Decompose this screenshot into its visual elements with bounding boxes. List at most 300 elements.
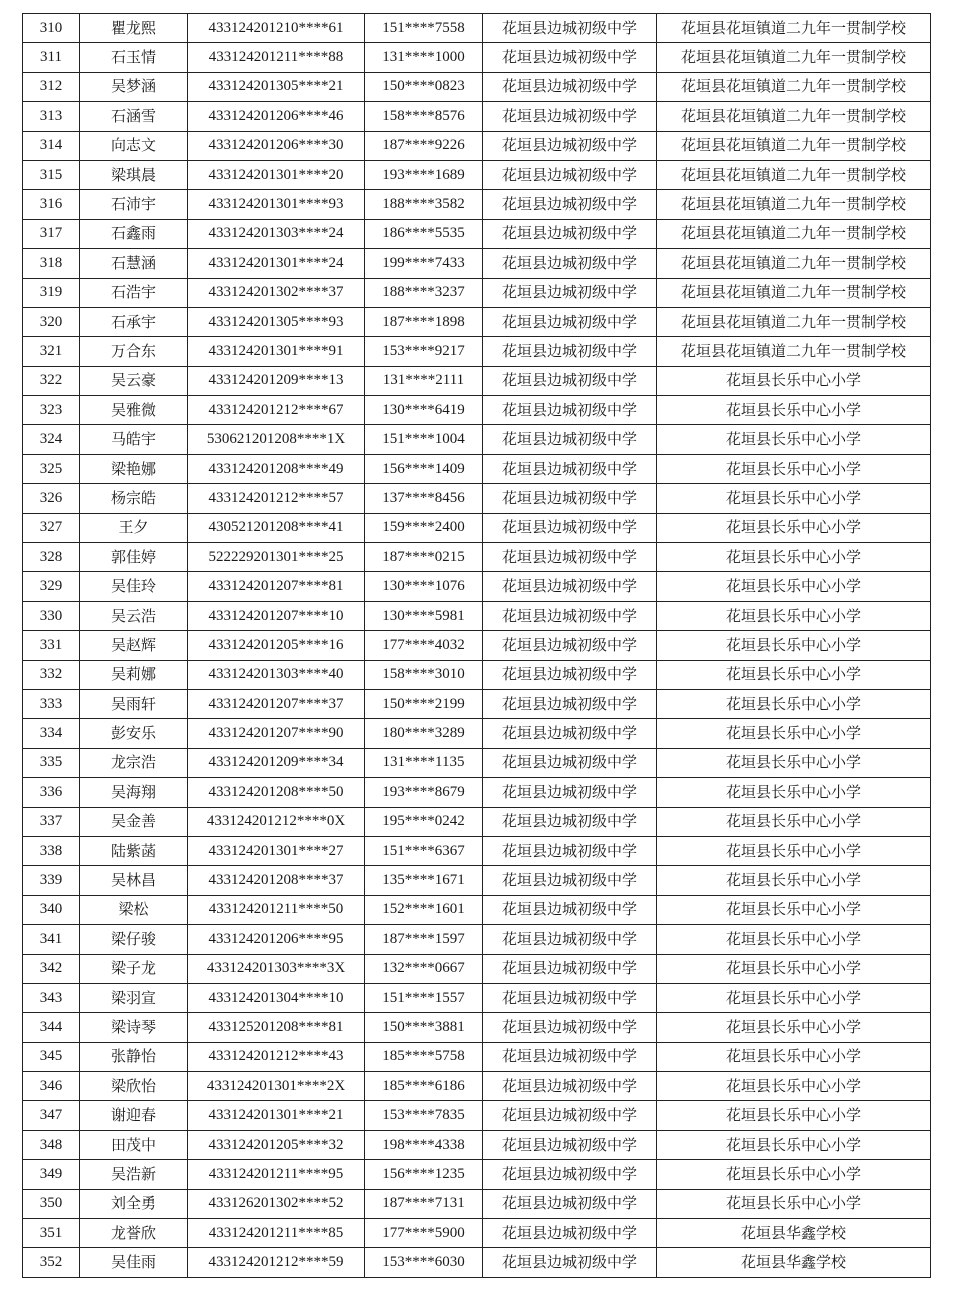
admitted-middle-school-cell: 花垣县边城初级中学	[483, 748, 657, 777]
graduating-primary-school-cell: 花垣县长乐中心小学	[657, 1101, 931, 1130]
admitted-middle-school-cell: 花垣县边城初级中学	[483, 1130, 657, 1159]
phone-number-cell: 159****2400	[365, 513, 483, 542]
graduating-primary-school-cell: 花垣县长乐中心小学	[657, 366, 931, 395]
id-number-cell: 433126201302****52	[188, 1189, 365, 1218]
table-row	[23, 836, 931, 865]
phone-number-cell: 137****8456	[365, 484, 483, 513]
graduating-primary-school-cell: 花垣县长乐中心小学	[657, 1130, 931, 1159]
graduating-primary-school-cell: 花垣县华鑫学校	[657, 1219, 931, 1248]
graduating-primary-school-cell: 花垣县长乐中心小学	[657, 631, 931, 660]
admitted-middle-school-cell: 花垣县边城初级中学	[483, 131, 657, 160]
table-row	[23, 14, 931, 43]
id-number-cell: 430521201208****41	[188, 513, 365, 542]
phone-number-cell: 187****1597	[365, 925, 483, 954]
student-name-cell: 石玉情	[80, 43, 188, 72]
admitted-middle-school-cell: 花垣县边城初级中学	[483, 983, 657, 1012]
table-row	[23, 1219, 931, 1248]
admitted-middle-school-cell: 花垣县边城初级中学	[483, 513, 657, 542]
admitted-middle-school-cell: 花垣县边城初级中学	[483, 337, 657, 366]
phone-number-cell: 198****4338	[365, 1130, 483, 1159]
phone-number-cell: 187****0215	[365, 543, 483, 572]
phone-number-cell: 130****1076	[365, 572, 483, 601]
table-row	[23, 1072, 931, 1101]
row-number-cell: 312	[23, 72, 80, 101]
graduating-primary-school-cell: 花垣县花垣镇道二九年一贯制学校	[657, 337, 931, 366]
row-number-cell: 342	[23, 954, 80, 983]
graduating-primary-school-cell: 花垣县花垣镇道二九年一贯制学校	[657, 307, 931, 336]
table-row	[23, 954, 931, 983]
row-number-cell: 346	[23, 1072, 80, 1101]
row-number-cell: 319	[23, 278, 80, 307]
admitted-middle-school-cell: 花垣县边城初级中学	[483, 43, 657, 72]
phone-number-cell: 150****0823	[365, 72, 483, 101]
id-number-cell: 433124201212****43	[188, 1042, 365, 1071]
student-name-cell: 吴浩新	[80, 1160, 188, 1189]
admitted-middle-school-cell: 花垣县边城初级中学	[483, 454, 657, 483]
admitted-middle-school-cell: 花垣县边城初级中学	[483, 160, 657, 189]
row-number-cell: 335	[23, 748, 80, 777]
row-number-cell: 316	[23, 190, 80, 219]
table-row	[23, 366, 931, 395]
id-number-cell: 433124201301****21	[188, 1101, 365, 1130]
id-number-cell: 530621201208****1X	[188, 425, 365, 454]
student-name-cell: 吴雅微	[80, 396, 188, 425]
row-number-cell: 329	[23, 572, 80, 601]
row-number-cell: 313	[23, 102, 80, 131]
phone-number-cell: 187****7131	[365, 1189, 483, 1218]
graduating-primary-school-cell: 花垣县花垣镇道二九年一贯制学校	[657, 278, 931, 307]
admitted-middle-school-cell: 花垣县边城初级中学	[483, 1219, 657, 1248]
admitted-middle-school-cell: 花垣县边城初级中学	[483, 396, 657, 425]
id-number-cell: 433124201210****61	[188, 14, 365, 43]
phone-number-cell: 153****7835	[365, 1101, 483, 1130]
row-number-cell: 343	[23, 983, 80, 1012]
table-row	[23, 719, 931, 748]
table-row	[23, 689, 931, 718]
admitted-middle-school-cell: 花垣县边城初级中学	[483, 102, 657, 131]
phone-number-cell: 151****6367	[365, 836, 483, 865]
student-name-cell: 龙宗浩	[80, 748, 188, 777]
id-number-cell: 433124201302****37	[188, 278, 365, 307]
id-number-cell: 433124201206****95	[188, 925, 365, 954]
student-name-cell: 张静怡	[80, 1042, 188, 1071]
table-row	[23, 160, 931, 189]
graduating-primary-school-cell: 花垣县长乐中心小学	[657, 954, 931, 983]
phone-number-cell: 180****3289	[365, 719, 483, 748]
row-number-cell: 317	[23, 219, 80, 248]
graduating-primary-school-cell: 花垣县花垣镇道二九年一贯制学校	[657, 160, 931, 189]
student-name-cell: 吴佳雨	[80, 1248, 188, 1277]
row-number-cell: 347	[23, 1101, 80, 1130]
table-row	[23, 72, 931, 101]
table-row	[23, 778, 931, 807]
row-number-cell: 327	[23, 513, 80, 542]
student-name-cell: 杨宗皓	[80, 484, 188, 513]
admitted-middle-school-cell: 花垣县边城初级中学	[483, 925, 657, 954]
admitted-middle-school-cell: 花垣县边城初级中学	[483, 601, 657, 630]
graduating-primary-school-cell: 花垣县长乐中心小学	[657, 484, 931, 513]
graduating-primary-school-cell: 花垣县长乐中心小学	[657, 572, 931, 601]
graduating-primary-school-cell: 花垣县长乐中心小学	[657, 983, 931, 1012]
table-row	[23, 895, 931, 924]
student-name-cell: 石承宇	[80, 307, 188, 336]
phone-number-cell: 131****1135	[365, 748, 483, 777]
graduating-primary-school-cell: 花垣县长乐中心小学	[657, 543, 931, 572]
table-row	[23, 925, 931, 954]
graduating-primary-school-cell: 花垣县长乐中心小学	[657, 719, 931, 748]
phone-number-cell: 156****1409	[365, 454, 483, 483]
student-name-cell: 石鑫雨	[80, 219, 188, 248]
graduating-primary-school-cell: 花垣县长乐中心小学	[657, 660, 931, 689]
admitted-middle-school-cell: 花垣县边城初级中学	[483, 72, 657, 101]
student-name-cell: 石沛宇	[80, 190, 188, 219]
table-row	[23, 102, 931, 131]
id-number-cell: 433124201207****81	[188, 572, 365, 601]
row-number-cell: 330	[23, 601, 80, 630]
phone-number-cell: 156****1235	[365, 1160, 483, 1189]
student-name-cell: 吴林昌	[80, 866, 188, 895]
graduating-primary-school-cell: 花垣县花垣镇道二九年一贯制学校	[657, 43, 931, 72]
student-name-cell: 吴金善	[80, 807, 188, 836]
table-row	[23, 43, 931, 72]
table-row	[23, 601, 931, 630]
id-number-cell: 522229201301****25	[188, 543, 365, 572]
row-number-cell: 318	[23, 249, 80, 278]
graduating-primary-school-cell: 花垣县华鑫学校	[657, 1248, 931, 1277]
id-number-cell: 433124201301****91	[188, 337, 365, 366]
student-name-cell: 梁诗琴	[80, 1013, 188, 1042]
admitted-middle-school-cell: 花垣县边城初级中学	[483, 719, 657, 748]
admitted-middle-school-cell: 花垣县边城初级中学	[483, 1042, 657, 1071]
row-number-cell: 331	[23, 631, 80, 660]
table-row	[23, 1013, 931, 1042]
row-number-cell: 341	[23, 925, 80, 954]
phone-number-cell: 130****5981	[365, 601, 483, 630]
table-row	[23, 484, 931, 513]
table-row	[23, 866, 931, 895]
row-number-cell: 351	[23, 1219, 80, 1248]
table-row	[23, 543, 931, 572]
student-name-cell: 吴雨轩	[80, 689, 188, 718]
student-name-cell: 吴云浩	[80, 601, 188, 630]
graduating-primary-school-cell: 花垣县长乐中心小学	[657, 807, 931, 836]
student-name-cell: 梁子龙	[80, 954, 188, 983]
student-name-cell: 梁艳娜	[80, 454, 188, 483]
student-name-cell: 梁欣怡	[80, 1072, 188, 1101]
phone-number-cell: 193****1689	[365, 160, 483, 189]
phone-number-cell: 177****4032	[365, 631, 483, 660]
admitted-middle-school-cell: 花垣县边城初级中学	[483, 249, 657, 278]
table-row	[23, 1130, 931, 1159]
graduating-primary-school-cell: 花垣县长乐中心小学	[657, 513, 931, 542]
student-name-cell: 吴佳玲	[80, 572, 188, 601]
phone-number-cell: 153****6030	[365, 1248, 483, 1277]
admitted-middle-school-cell: 花垣县边城初级中学	[483, 778, 657, 807]
table-row	[23, 983, 931, 1012]
student-name-cell: 梁松	[80, 895, 188, 924]
student-name-cell: 万合东	[80, 337, 188, 366]
admitted-middle-school-cell: 花垣县边城初级中学	[483, 484, 657, 513]
id-number-cell: 433124201208****49	[188, 454, 365, 483]
phone-number-cell: 177****5900	[365, 1219, 483, 1248]
table-row	[23, 1101, 931, 1130]
student-name-cell: 郭佳婷	[80, 543, 188, 572]
row-number-cell: 315	[23, 160, 80, 189]
phone-number-cell: 195****0242	[365, 807, 483, 836]
student-name-cell: 谢迎春	[80, 1101, 188, 1130]
table-row	[23, 807, 931, 836]
id-number-cell: 433124201301****2X	[188, 1072, 365, 1101]
phone-number-cell: 185****5758	[365, 1042, 483, 1071]
table-row	[23, 1160, 931, 1189]
row-number-cell: 321	[23, 337, 80, 366]
row-number-cell: 323	[23, 396, 80, 425]
id-number-cell: 433124201207****10	[188, 601, 365, 630]
student-name-cell: 王夕	[80, 513, 188, 542]
phone-number-cell: 188****3582	[365, 190, 483, 219]
phone-number-cell: 152****1601	[365, 895, 483, 924]
phone-number-cell: 131****1000	[365, 43, 483, 72]
admitted-middle-school-cell: 花垣县边城初级中学	[483, 190, 657, 219]
phone-number-cell: 150****2199	[365, 689, 483, 718]
admitted-middle-school-cell: 花垣县边城初级中学	[483, 689, 657, 718]
graduating-primary-school-cell: 花垣县长乐中心小学	[657, 425, 931, 454]
admitted-middle-school-cell: 花垣县边城初级中学	[483, 895, 657, 924]
phone-number-cell: 130****6419	[365, 396, 483, 425]
phone-number-cell: 150****3881	[365, 1013, 483, 1042]
admitted-middle-school-cell: 花垣县边城初级中学	[483, 425, 657, 454]
graduating-primary-school-cell: 花垣县长乐中心小学	[657, 778, 931, 807]
row-number-cell: 314	[23, 131, 80, 160]
student-name-cell: 瞿龙熙	[80, 14, 188, 43]
admitted-middle-school-cell: 花垣县边城初级中学	[483, 14, 657, 43]
phone-number-cell: 151****1004	[365, 425, 483, 454]
graduating-primary-school-cell: 花垣县长乐中心小学	[657, 1160, 931, 1189]
id-number-cell: 433124201301****27	[188, 836, 365, 865]
phone-number-cell: 151****1557	[365, 983, 483, 1012]
graduating-primary-school-cell: 花垣县长乐中心小学	[657, 925, 931, 954]
student-name-cell: 刘全勇	[80, 1189, 188, 1218]
graduating-primary-school-cell: 花垣县花垣镇道二九年一贯制学校	[657, 249, 931, 278]
table-row	[23, 572, 931, 601]
id-number-cell: 433124201303****40	[188, 660, 365, 689]
id-number-cell: 433124201212****57	[188, 484, 365, 513]
student-roster-table	[22, 13, 931, 1278]
id-number-cell: 433124201212****59	[188, 1248, 365, 1277]
row-number-cell: 324	[23, 425, 80, 454]
table-row	[23, 748, 931, 777]
graduating-primary-school-cell: 花垣县长乐中心小学	[657, 1042, 931, 1071]
phone-number-cell: 187****9226	[365, 131, 483, 160]
table-row	[23, 454, 931, 483]
table-row	[23, 1189, 931, 1218]
row-number-cell: 350	[23, 1189, 80, 1218]
graduating-primary-school-cell: 花垣县长乐中心小学	[657, 454, 931, 483]
id-number-cell: 433124201207****37	[188, 689, 365, 718]
graduating-primary-school-cell: 花垣县花垣镇道二九年一贯制学校	[657, 131, 931, 160]
row-number-cell: 352	[23, 1248, 80, 1277]
admitted-middle-school-cell: 花垣县边城初级中学	[483, 278, 657, 307]
table-row	[23, 660, 931, 689]
id-number-cell: 433124201304****10	[188, 983, 365, 1012]
graduating-primary-school-cell: 花垣县花垣镇道二九年一贯制学校	[657, 190, 931, 219]
graduating-primary-school-cell: 花垣县花垣镇道二九年一贯制学校	[657, 72, 931, 101]
admitted-middle-school-cell: 花垣县边城初级中学	[483, 1248, 657, 1277]
id-number-cell: 433124201303****24	[188, 219, 365, 248]
phone-number-cell: 151****7558	[365, 14, 483, 43]
admitted-middle-school-cell: 花垣县边城初级中学	[483, 866, 657, 895]
student-name-cell: 吴云豪	[80, 366, 188, 395]
row-number-cell: 334	[23, 719, 80, 748]
student-name-cell: 梁琪晨	[80, 160, 188, 189]
admitted-middle-school-cell: 花垣县边城初级中学	[483, 219, 657, 248]
table-row	[23, 631, 931, 660]
student-name-cell: 龙誉欣	[80, 1219, 188, 1248]
student-name-cell: 梁仔骏	[80, 925, 188, 954]
graduating-primary-school-cell: 花垣县长乐中心小学	[657, 748, 931, 777]
graduating-primary-school-cell: 花垣县长乐中心小学	[657, 866, 931, 895]
graduating-primary-school-cell: 花垣县长乐中心小学	[657, 836, 931, 865]
id-number-cell: 433124201212****67	[188, 396, 365, 425]
id-number-cell: 433124201303****3X	[188, 954, 365, 983]
phone-number-cell: 199****7433	[365, 249, 483, 278]
table-row	[23, 513, 931, 542]
table-row	[23, 190, 931, 219]
student-name-cell: 向志文	[80, 131, 188, 160]
admitted-middle-school-cell: 花垣县边城初级中学	[483, 1101, 657, 1130]
row-number-cell: 325	[23, 454, 80, 483]
id-number-cell: 433124201301****24	[188, 249, 365, 278]
phone-number-cell: 132****0667	[365, 954, 483, 983]
id-number-cell: 433124201206****46	[188, 102, 365, 131]
student-name-cell: 马皓宇	[80, 425, 188, 454]
id-number-cell: 433124201206****30	[188, 131, 365, 160]
row-number-cell: 338	[23, 836, 80, 865]
table-row	[23, 307, 931, 336]
row-number-cell: 340	[23, 895, 80, 924]
table-row	[23, 249, 931, 278]
id-number-cell: 433124201209****34	[188, 748, 365, 777]
id-number-cell: 433124201211****50	[188, 895, 365, 924]
id-number-cell: 433124201207****90	[188, 719, 365, 748]
table-row	[23, 1042, 931, 1071]
student-name-cell: 陆紫菡	[80, 836, 188, 865]
phone-number-cell: 153****9217	[365, 337, 483, 366]
graduating-primary-school-cell: 花垣县长乐中心小学	[657, 601, 931, 630]
phone-number-cell: 135****1671	[365, 866, 483, 895]
phone-number-cell: 186****5535	[365, 219, 483, 248]
row-number-cell: 337	[23, 807, 80, 836]
table-row	[23, 396, 931, 425]
graduating-primary-school-cell: 花垣县长乐中心小学	[657, 895, 931, 924]
row-number-cell: 333	[23, 689, 80, 718]
admitted-middle-school-cell: 花垣县边城初级中学	[483, 660, 657, 689]
id-number-cell: 433124201211****95	[188, 1160, 365, 1189]
phone-number-cell: 185****6186	[365, 1072, 483, 1101]
admitted-middle-school-cell: 花垣县边城初级中学	[483, 836, 657, 865]
phone-number-cell: 131****2111	[365, 366, 483, 395]
admitted-middle-school-cell: 花垣县边城初级中学	[483, 954, 657, 983]
graduating-primary-school-cell: 花垣县花垣镇道二九年一贯制学校	[657, 14, 931, 43]
row-number-cell: 345	[23, 1042, 80, 1071]
row-number-cell: 320	[23, 307, 80, 336]
student-name-cell: 吴海翔	[80, 778, 188, 807]
table-row	[23, 337, 931, 366]
phone-number-cell: 187****1898	[365, 307, 483, 336]
admitted-middle-school-cell: 花垣县边城初级中学	[483, 307, 657, 336]
row-number-cell: 328	[23, 543, 80, 572]
admitted-middle-school-cell: 花垣县边城初级中学	[483, 1072, 657, 1101]
graduating-primary-school-cell: 花垣县长乐中心小学	[657, 1013, 931, 1042]
admitted-middle-school-cell: 花垣县边城初级中学	[483, 1160, 657, 1189]
graduating-primary-school-cell: 花垣县长乐中心小学	[657, 1189, 931, 1218]
row-number-cell: 332	[23, 660, 80, 689]
graduating-primary-school-cell: 花垣县长乐中心小学	[657, 1072, 931, 1101]
phone-number-cell: 158****8576	[365, 102, 483, 131]
student-name-cell: 石浩宇	[80, 278, 188, 307]
row-number-cell: 322	[23, 366, 80, 395]
id-number-cell: 433124201211****88	[188, 43, 365, 72]
row-number-cell: 311	[23, 43, 80, 72]
phone-number-cell: 158****3010	[365, 660, 483, 689]
row-number-cell: 326	[23, 484, 80, 513]
admitted-middle-school-cell: 花垣县边城初级中学	[483, 1189, 657, 1218]
id-number-cell: 433124201305****21	[188, 72, 365, 101]
table-row	[23, 425, 931, 454]
row-number-cell: 310	[23, 14, 80, 43]
admitted-middle-school-cell: 花垣县边城初级中学	[483, 631, 657, 660]
id-number-cell: 433124201211****85	[188, 1219, 365, 1248]
student-name-cell: 吴莉娜	[80, 660, 188, 689]
id-number-cell: 433125201208****81	[188, 1013, 365, 1042]
graduating-primary-school-cell: 花垣县长乐中心小学	[657, 396, 931, 425]
graduating-primary-school-cell: 花垣县花垣镇道二九年一贯制学校	[657, 219, 931, 248]
admitted-middle-school-cell: 花垣县边城初级中学	[483, 572, 657, 601]
table-row	[23, 278, 931, 307]
id-number-cell: 433124201212****0X	[188, 807, 365, 836]
student-name-cell: 吴赵辉	[80, 631, 188, 660]
table-row	[23, 131, 931, 160]
phone-number-cell: 193****8679	[365, 778, 483, 807]
student-name-cell: 田茂中	[80, 1130, 188, 1159]
row-number-cell: 349	[23, 1160, 80, 1189]
admitted-middle-school-cell: 花垣县边城初级中学	[483, 366, 657, 395]
graduating-primary-school-cell: 花垣县花垣镇道二九年一贯制学校	[657, 102, 931, 131]
roster-body	[23, 14, 931, 1278]
id-number-cell: 433124201301****20	[188, 160, 365, 189]
phone-number-cell: 188****3237	[365, 278, 483, 307]
student-name-cell: 梁羽宣	[80, 983, 188, 1012]
admitted-middle-school-cell: 花垣县边城初级中学	[483, 543, 657, 572]
student-name-cell: 石涵雪	[80, 102, 188, 131]
id-number-cell: 433124201209****13	[188, 366, 365, 395]
id-number-cell: 433124201205****16	[188, 631, 365, 660]
student-name-cell: 吴梦涵	[80, 72, 188, 101]
row-number-cell: 339	[23, 866, 80, 895]
id-number-cell: 433124201301****93	[188, 190, 365, 219]
student-name-cell: 彭安乐	[80, 719, 188, 748]
row-number-cell: 344	[23, 1013, 80, 1042]
admitted-middle-school-cell: 花垣县边城初级中学	[483, 1013, 657, 1042]
admitted-middle-school-cell: 花垣县边城初级中学	[483, 807, 657, 836]
row-number-cell: 348	[23, 1130, 80, 1159]
graduating-primary-school-cell: 花垣县长乐中心小学	[657, 689, 931, 718]
id-number-cell: 433124201208****37	[188, 866, 365, 895]
table-row	[23, 219, 931, 248]
id-number-cell: 433124201305****93	[188, 307, 365, 336]
row-number-cell: 336	[23, 778, 80, 807]
id-number-cell: 433124201208****50	[188, 778, 365, 807]
